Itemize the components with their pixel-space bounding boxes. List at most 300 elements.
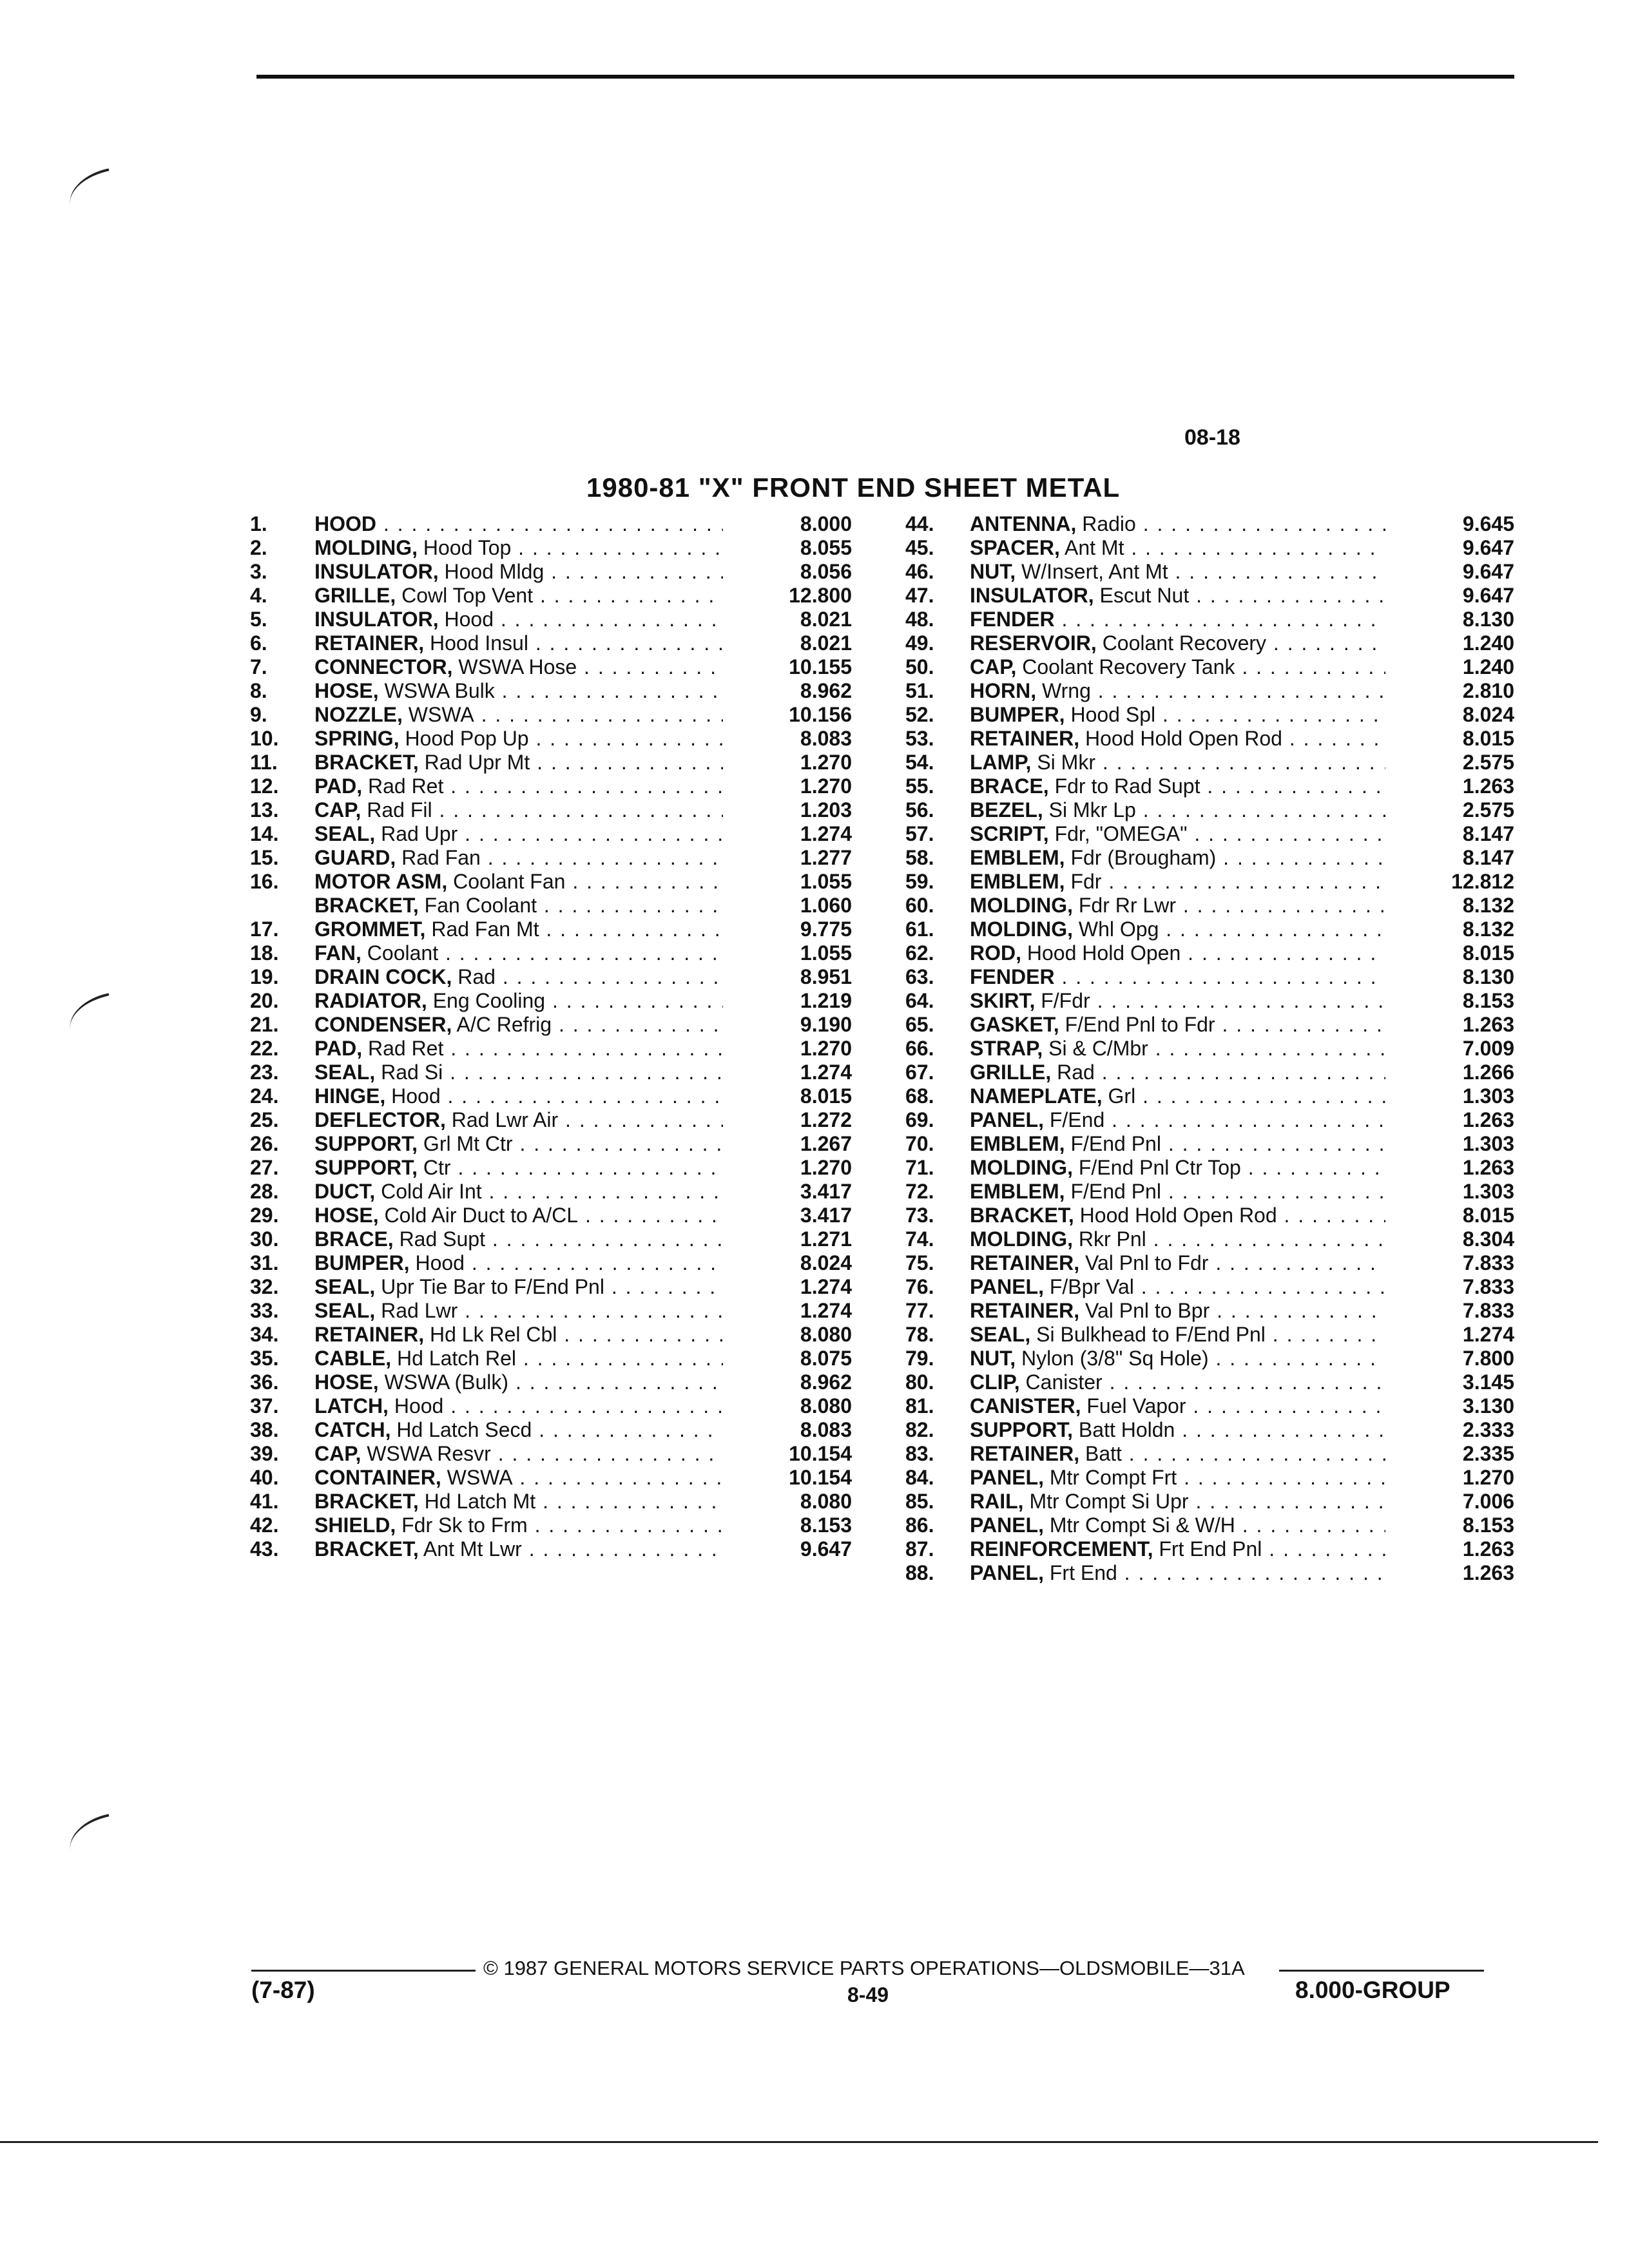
- part-index: 29.: [250, 1204, 279, 1227]
- parts-list-row: [905, 751, 1514, 774]
- part-description: [314, 1132, 723, 1156]
- part-index: 78.: [905, 1323, 934, 1346]
- part-detail: Hood Pop Up: [399, 727, 529, 750]
- parts-list-row: [250, 608, 852, 631]
- part-name: SKIRT,: [970, 989, 1036, 1012]
- parts-list-row: [250, 1156, 852, 1180]
- parts-list-row: [250, 560, 852, 584]
- parts-list-row: [905, 1275, 1514, 1299]
- parts-list-row: [250, 1299, 852, 1323]
- part-description: [970, 870, 1385, 894]
- part-description: [970, 822, 1385, 846]
- part-index: 25.: [250, 1108, 279, 1131]
- part-detail: Batt Holdn: [1073, 1418, 1175, 1441]
- part-index: 63.: [905, 965, 934, 988]
- part-description: [314, 631, 723, 655]
- group-number: 1.055: [800, 941, 852, 965]
- part-description: [314, 894, 723, 918]
- group-number: 1.263: [1462, 1561, 1514, 1584]
- parts-list-row: [905, 918, 1514, 941]
- group-number: 2.335: [1462, 1442, 1514, 1465]
- group-number: 7.009: [1462, 1037, 1514, 1060]
- part-detail: Coolant Recovery: [1096, 631, 1267, 655]
- part-description: [970, 703, 1385, 727]
- part-index: 45.: [905, 536, 934, 559]
- part-detail: Whl Opg: [1072, 918, 1159, 941]
- part-description: [314, 1156, 723, 1180]
- parts-list-row: [250, 536, 852, 560]
- part-index: 34.: [250, 1323, 279, 1346]
- group-number: 1.270: [800, 1037, 852, 1060]
- part-name: EMBLEM,: [970, 1132, 1065, 1155]
- part-description: [314, 1370, 723, 1394]
- part-description: [970, 1442, 1385, 1466]
- part-detail: Val Pnl to Fdr: [1079, 1251, 1209, 1274]
- footer-rule-right: [1279, 1970, 1484, 1972]
- part-name: RETAINER,: [314, 631, 425, 655]
- group-number: 1.219: [800, 989, 852, 1012]
- part-name: RESERVOIR,: [970, 631, 1097, 655]
- part-name: SPRING,: [314, 727, 400, 750]
- part-name: BEZEL,: [970, 798, 1043, 822]
- group-number: 8.024: [1462, 703, 1514, 726]
- part-detail: Rad Ret: [362, 1037, 444, 1060]
- part-description: [314, 989, 723, 1013]
- part-name: ANTENNA,: [970, 512, 1077, 535]
- part-detail: F/Bpr Val: [1043, 1275, 1134, 1298]
- part-description: [314, 822, 723, 846]
- group-number: 8.962: [800, 679, 852, 702]
- parts-list-row: [250, 1037, 852, 1061]
- parts-list-row: [905, 1108, 1514, 1132]
- part-detail: Si Bulkhead to F/End Pnl: [1030, 1323, 1266, 1346]
- part-detail: Hood: [388, 1394, 444, 1418]
- part-description: [314, 1490, 723, 1514]
- part-description: [970, 608, 1385, 631]
- part-index: 44.: [905, 512, 934, 535]
- part-detail: F/End Pnl: [1065, 1180, 1161, 1203]
- part-index: 39.: [250, 1442, 279, 1465]
- part-detail: Si & C/Mbr: [1043, 1037, 1148, 1060]
- group-number: 8.021: [800, 631, 852, 655]
- group-number: 1.274: [800, 1275, 852, 1298]
- part-index: 82.: [905, 1418, 934, 1441]
- part-name: PANEL,: [970, 1466, 1044, 1489]
- parts-list-row: [905, 1037, 1514, 1061]
- group-number: 7.833: [1462, 1275, 1514, 1298]
- part-name: SEAL,: [314, 1299, 376, 1322]
- group-number: 8.951: [800, 965, 852, 988]
- part-index: 59.: [905, 870, 934, 893]
- parts-list-row: [905, 1156, 1514, 1180]
- group-number: 1.263: [1462, 1537, 1514, 1561]
- group-number: 7.800: [1462, 1347, 1514, 1370]
- part-index: 66.: [905, 1037, 934, 1060]
- part-description: [970, 1466, 1385, 1490]
- part-index: 61.: [905, 918, 934, 941]
- group-number: 8.024: [800, 1251, 852, 1274]
- part-description: [970, 631, 1385, 655]
- part-detail: Mtr Compt Frt: [1043, 1466, 1177, 1489]
- group-number: 2.575: [1462, 751, 1514, 774]
- part-detail: WSWA: [441, 1466, 513, 1489]
- parts-list-row: [250, 1394, 852, 1418]
- part-index: 62.: [905, 941, 934, 965]
- group-number: 1.274: [800, 1061, 852, 1084]
- part-index: 50.: [905, 655, 934, 678]
- group-number: 8.056: [800, 560, 852, 583]
- part-detail: Rad Fan: [396, 846, 481, 869]
- part-index: 20.: [250, 989, 279, 1012]
- part-detail: Grl Mt Ctr: [418, 1132, 513, 1155]
- parts-list-row: [905, 1204, 1514, 1227]
- part-description: [970, 918, 1385, 941]
- part-index: 75.: [905, 1251, 934, 1274]
- parts-list-row: [250, 631, 852, 655]
- part-name: BUMPER,: [314, 1251, 410, 1274]
- group-number: 1.240: [1462, 631, 1514, 655]
- group-number: 8.055: [800, 536, 852, 559]
- part-name: INSULATOR,: [970, 584, 1094, 607]
- part-description: [314, 1299, 723, 1323]
- group-number: 2.575: [1462, 798, 1514, 822]
- group-number: 12.800: [789, 584, 852, 607]
- part-description: [314, 965, 723, 989]
- part-index: 2.: [250, 536, 267, 559]
- group-number: 1.240: [1462, 655, 1514, 678]
- parts-list-row: [250, 894, 852, 918]
- group-number: 9.647: [1462, 560, 1514, 583]
- part-name: SEAL,: [970, 1323, 1031, 1346]
- parts-list-row: [250, 870, 852, 894]
- part-index: 52.: [905, 703, 934, 726]
- part-description: [314, 1347, 723, 1370]
- part-description: [314, 751, 723, 774]
- part-index: 57.: [905, 822, 934, 845]
- part-description: [970, 1418, 1385, 1442]
- part-index: 60.: [905, 894, 934, 917]
- part-name: PANEL,: [970, 1561, 1044, 1584]
- part-description: [970, 1394, 1385, 1418]
- group-number: 7.833: [1462, 1251, 1514, 1274]
- part-description: [314, 727, 723, 751]
- group-number: 2.810: [1462, 679, 1514, 702]
- part-name: BRACE,: [314, 1227, 394, 1251]
- part-index: 87.: [905, 1537, 934, 1561]
- parts-list-row: [905, 1537, 1514, 1561]
- part-detail: Rad Lwr Air: [445, 1108, 559, 1131]
- part-index: 15.: [250, 846, 279, 869]
- part-index: 3.: [250, 560, 267, 583]
- group-number: 3.130: [1462, 1394, 1514, 1418]
- parts-list-row: [250, 1061, 852, 1084]
- group-number: 9.647: [800, 1537, 852, 1561]
- binder-mark: [64, 168, 115, 206]
- parts-list-row: [250, 1347, 852, 1370]
- parts-list-row: [905, 1227, 1514, 1251]
- part-name: SUPPORT,: [314, 1156, 418, 1179]
- part-name: FENDER: [970, 608, 1055, 631]
- group-number: 1.060: [800, 894, 852, 917]
- part-name: PANEL,: [970, 1275, 1044, 1298]
- group-number: 9.775: [800, 918, 852, 941]
- group-number: 1.270: [1462, 1466, 1514, 1489]
- part-index: 77.: [905, 1299, 934, 1322]
- part-index: 85.: [905, 1490, 934, 1513]
- part-name: FAN,: [314, 941, 361, 965]
- part-description: [970, 560, 1385, 584]
- group-number: 8.153: [800, 1514, 852, 1537]
- part-name: RETAINER,: [970, 1442, 1080, 1465]
- part-name: RADIATOR,: [314, 989, 427, 1012]
- parts-list-row: [905, 727, 1514, 751]
- part-detail: Rad Upr: [375, 822, 458, 845]
- parts-list-row: [250, 822, 852, 846]
- part-detail: Hood: [385, 1084, 441, 1108]
- group-number: 1.203: [800, 798, 852, 822]
- part-index: 35.: [250, 1347, 279, 1370]
- part-description: [970, 655, 1385, 679]
- group-number: 3.417: [800, 1204, 852, 1227]
- parts-list-row: [905, 1561, 1514, 1585]
- part-description: [970, 1561, 1385, 1585]
- part-name: GRILLE,: [314, 584, 396, 607]
- part-index: 43.: [250, 1537, 279, 1561]
- group-number: 2.333: [1462, 1418, 1514, 1441]
- parts-list-row: [250, 918, 852, 941]
- part-detail: Hood: [409, 1251, 465, 1274]
- part-detail: W/Insert, Ant Mt: [1016, 560, 1168, 583]
- part-name: GUARD,: [314, 846, 396, 869]
- part-description: [314, 1013, 723, 1037]
- part-description: [314, 870, 723, 894]
- part-detail: Hd Latch Mt: [418, 1490, 536, 1513]
- part-detail: Rad Supt: [393, 1227, 485, 1251]
- part-description: [314, 1204, 723, 1227]
- part-description: [314, 1442, 723, 1466]
- part-index: 5.: [250, 608, 267, 631]
- part-name: GASKET,: [970, 1013, 1059, 1036]
- part-index: 11.: [250, 751, 278, 774]
- part-detail: Rad Upr Mt: [418, 751, 530, 774]
- parts-list-row: [905, 846, 1514, 870]
- part-description: [970, 679, 1385, 703]
- part-description: [314, 679, 723, 703]
- group-label: 8.000-GROUP: [1295, 1977, 1451, 2003]
- parts-list-row: [905, 1442, 1514, 1466]
- group-number: 8.015: [1462, 941, 1514, 965]
- part-name: PAD,: [314, 1037, 363, 1060]
- part-name: HORN,: [970, 679, 1037, 702]
- part-detail: Hood: [438, 608, 494, 631]
- part-description: [970, 536, 1385, 560]
- part-index: 14.: [250, 822, 279, 845]
- top-rule: [256, 75, 1514, 79]
- group-number: 1.263: [1462, 1013, 1514, 1036]
- part-description: [970, 1323, 1385, 1347]
- group-number: 3.145: [1462, 1370, 1514, 1394]
- parts-list-row: [905, 822, 1514, 846]
- part-name: GROMMET,: [314, 918, 426, 941]
- part-index: 46.: [905, 560, 934, 583]
- part-index: 31.: [250, 1251, 279, 1274]
- part-index: 71.: [905, 1156, 934, 1179]
- part-description: [314, 608, 723, 631]
- part-index: 80.: [905, 1370, 934, 1394]
- parts-list-row: [250, 1013, 852, 1037]
- part-detail: Rkr Pnl: [1072, 1227, 1146, 1251]
- part-description: [314, 584, 723, 608]
- part-detail: Fdr Rr Lwr: [1072, 894, 1176, 917]
- part-name: SHIELD,: [314, 1514, 396, 1537]
- part-name: NUT,: [970, 560, 1016, 583]
- part-index: 17.: [250, 918, 279, 941]
- part-detail: Coolant Fan: [447, 870, 566, 893]
- part-index: 1.: [250, 512, 267, 535]
- parts-list-row: [250, 1514, 852, 1537]
- part-index: 9.: [250, 703, 267, 726]
- part-name: CONTAINER,: [314, 1466, 441, 1489]
- part-name: HOSE,: [314, 1370, 379, 1394]
- part-detail: WSWA: [402, 703, 474, 726]
- part-index: 36.: [250, 1370, 279, 1394]
- part-detail: Rad Si: [375, 1061, 443, 1084]
- group-number: 8.132: [1462, 894, 1514, 917]
- part-index: 86.: [905, 1514, 934, 1537]
- part-name: EMBLEM,: [970, 870, 1065, 893]
- parts-list-row: [905, 1323, 1514, 1347]
- part-index: 38.: [250, 1418, 279, 1441]
- part-name: HOSE,: [314, 679, 379, 702]
- group-number: 1.270: [800, 751, 852, 774]
- group-number: 8.147: [1462, 822, 1514, 845]
- parts-list-row: [905, 584, 1514, 608]
- part-index: 27.: [250, 1156, 279, 1179]
- part-detail: Rad Ret: [362, 774, 444, 798]
- part-index: 74.: [905, 1227, 934, 1251]
- group-number: 8.015: [800, 1084, 852, 1108]
- part-description: [314, 1251, 723, 1275]
- parts-list-row: [905, 1370, 1514, 1394]
- parts-list-left: [250, 512, 852, 1561]
- part-detail: Grl: [1102, 1084, 1136, 1108]
- binder-mark: [64, 1814, 115, 1851]
- revision-date: (7-87): [251, 1977, 315, 2003]
- part-name: BUMPER,: [970, 703, 1065, 726]
- group-number: 1.271: [800, 1227, 852, 1251]
- part-description: [970, 1180, 1385, 1204]
- group-number: 8.083: [800, 1418, 852, 1441]
- part-description: [970, 1347, 1385, 1370]
- part-detail: Hd Lk Rel Cbl: [424, 1323, 557, 1346]
- part-index: 24.: [250, 1084, 279, 1108]
- part-name: INSULATOR,: [314, 560, 439, 583]
- parts-list-row: [250, 1323, 852, 1347]
- part-detail: Ant Mt: [1059, 536, 1124, 559]
- parts-list-row: [250, 1370, 852, 1394]
- part-description: [970, 1061, 1385, 1084]
- parts-list-row: [250, 1204, 852, 1227]
- part-description: [314, 703, 723, 727]
- parts-list-row: [250, 1084, 852, 1108]
- parts-list-row: [905, 1347, 1514, 1370]
- part-description: [970, 1108, 1385, 1132]
- part-index: 4.: [250, 584, 267, 607]
- part-description: [970, 1370, 1385, 1394]
- part-name: PAD,: [314, 774, 363, 798]
- part-index: 30.: [250, 1227, 279, 1251]
- part-name: PANEL,: [970, 1108, 1044, 1131]
- part-description: [314, 846, 723, 870]
- group-number: 8.021: [800, 608, 852, 631]
- group-number: 8.000: [800, 512, 852, 535]
- part-name: INSULATOR,: [314, 608, 439, 631]
- part-detail: Hd Latch Secd: [390, 1418, 532, 1441]
- part-detail: Nylon (3/8" Sq Hole): [1016, 1347, 1209, 1370]
- group-number: 1.277: [800, 846, 852, 869]
- part-name: CLIP,: [970, 1370, 1020, 1394]
- part-name: MOLDING,: [314, 536, 418, 559]
- parts-list-row: [905, 631, 1514, 655]
- parts-list-row: [250, 1466, 852, 1490]
- part-detail: F/End Pnl Ctr Top: [1072, 1156, 1241, 1179]
- footer-rule-left: [251, 1970, 476, 1972]
- part-index: 64.: [905, 989, 934, 1012]
- group-number: 1.055: [800, 870, 852, 893]
- part-detail: Mtr Compt Si & W/H: [1043, 1514, 1235, 1537]
- group-number: 10.155: [789, 655, 852, 678]
- part-name: LATCH,: [314, 1394, 389, 1418]
- part-index: 73.: [905, 1204, 934, 1227]
- part-detail: Ant Mt Lwr: [418, 1537, 522, 1561]
- part-description: [970, 751, 1385, 774]
- parts-list-row: [250, 941, 852, 965]
- part-name: PANEL,: [970, 1514, 1044, 1537]
- part-description: [314, 798, 723, 822]
- parts-list-row: [250, 703, 852, 727]
- part-detail: F/End Pnl: [1065, 1132, 1161, 1155]
- part-name: SPACER,: [970, 536, 1060, 559]
- parts-list-row: [905, 798, 1514, 822]
- part-name: DRAIN COCK,: [314, 965, 452, 988]
- part-description: [314, 536, 723, 560]
- part-index: 18.: [250, 941, 279, 965]
- parts-list-row: [905, 512, 1514, 536]
- parts-list-row: [905, 1180, 1514, 1204]
- part-detail: Cold Air Int: [375, 1180, 482, 1203]
- part-index: 55.: [905, 774, 934, 798]
- parts-list-row: [905, 536, 1514, 560]
- parts-list-row: [250, 1442, 852, 1466]
- parts-list-row: [905, 989, 1514, 1013]
- parts-list-row: [250, 1251, 852, 1275]
- parts-list-row: [905, 1394, 1514, 1418]
- part-name: CAP,: [314, 1442, 361, 1465]
- part-index: 68.: [905, 1084, 934, 1108]
- part-description: [314, 1084, 723, 1108]
- part-name: STRAP,: [970, 1037, 1043, 1060]
- part-index: 12.: [250, 774, 279, 798]
- group-number: 9.190: [800, 1013, 852, 1036]
- part-description: [314, 1061, 723, 1084]
- group-number: 1.303: [1462, 1180, 1514, 1203]
- group-number: 1.274: [800, 822, 852, 845]
- part-description: [970, 774, 1385, 798]
- part-name: SUPPORT,: [314, 1132, 418, 1155]
- parts-list-row: [250, 989, 852, 1013]
- part-description: [970, 1275, 1385, 1299]
- part-name: MOLDING,: [970, 894, 1073, 917]
